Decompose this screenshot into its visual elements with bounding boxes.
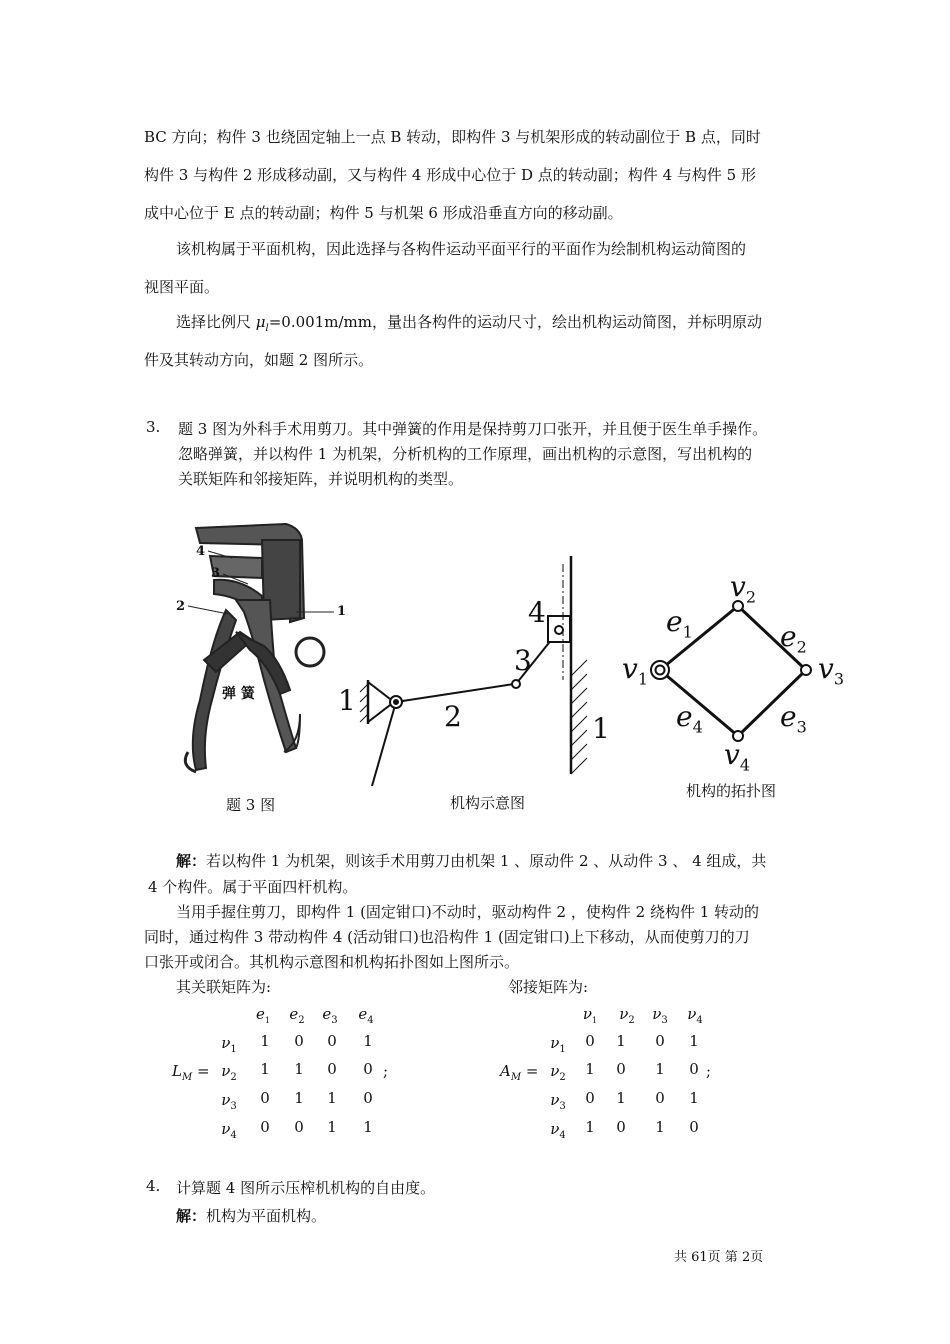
- para3-prefix: 选择比例尺: [176, 313, 256, 331]
- adj-cell: 1: [616, 1089, 626, 1107]
- para3-line2: 件及其转动方向，如题 2 图所示。: [144, 351, 374, 369]
- topo-label-v2: $v_2$: [730, 570, 757, 607]
- q4-number: 4.: [146, 1177, 161, 1195]
- para2-line2: 视图平面。: [144, 278, 220, 296]
- inc-cell: 0: [294, 1118, 304, 1136]
- solution-line1-text: 若以构件 1 为机架，则该手术用剪刀由机架 1 、原动件 2 、从动件 3 、 4 组成，共: [206, 852, 767, 870]
- topo-label-e4: $e_4$: [676, 700, 703, 737]
- joint-2-3: [512, 680, 520, 688]
- adj-cell: 0: [585, 1089, 595, 1107]
- inc-cell: 0: [260, 1118, 270, 1136]
- schematic-label-3: 3: [514, 644, 532, 677]
- inc-cell: 1: [260, 1060, 270, 1078]
- q3-line3: 关联矩阵和邻接矩阵，并说明机构的类型。: [178, 470, 464, 488]
- adj-cell: 0: [655, 1089, 665, 1107]
- inc-col-e1: $e_1$: [256, 1005, 270, 1025]
- inc-lhs-letter: L: [172, 1062, 182, 1080]
- adj-cell: 1: [585, 1060, 595, 1078]
- adj-cell: 0: [585, 1032, 595, 1050]
- work-line1: 当用手握住剪刀，即构件 1 (固定钳口)不动时，驱动构件 2 ，使构件 2 绕构件 1 转动的: [176, 903, 760, 921]
- mechanism-schematic: [360, 556, 587, 786]
- adj-col-v4: $\nu_4$: [687, 1005, 703, 1026]
- work-line2: 同时，通过构件 3 带动构件 4 (活动钳口)也沿构件 1 (固定钳口)上下移动，从而使剪刀的刀: [144, 928, 750, 946]
- photo-label-2: 2: [176, 599, 186, 614]
- adj-cell: 1: [655, 1118, 665, 1136]
- adj-row-v3: $\nu_3$: [550, 1091, 566, 1112]
- solution-line1: [176, 850, 766, 871]
- para1-line2: 构件 3 与构件 2 形成移动副，又与构件 4 形成中心位于 D 点的转动副；构件 4 与构件 5 形: [144, 166, 756, 184]
- adj-col-v3: $\nu_3$: [652, 1005, 668, 1026]
- adj-col-v1: $\nu_1$: [582, 1005, 598, 1025]
- topo-label-v1: $v_1$: [622, 652, 649, 689]
- inc-cell: 1: [294, 1089, 304, 1107]
- topo-label-v3: $v_3$: [818, 652, 845, 689]
- q4-solution: [176, 1205, 326, 1226]
- inc-cell: 1: [327, 1089, 337, 1107]
- inc-cell: 1: [294, 1060, 304, 1078]
- page-footer: 共 61页 第 2页: [674, 1250, 764, 1265]
- adj-cell: 1: [689, 1032, 699, 1050]
- vertex-v3: [801, 665, 811, 675]
- inc-cell: 0: [327, 1032, 337, 1050]
- adj-semicolon: ;: [706, 1062, 712, 1080]
- adj-lhs-sub: M: [510, 1072, 522, 1083]
- para1-line1: BC 方向；构件 3 也绕固定轴上一点 B 转动，即构件 3 与机架形成的转动副位于 B 点，同时: [144, 128, 761, 146]
- adjacency-title: 邻接矩阵为:: [508, 978, 589, 996]
- inc-cell: 1: [363, 1032, 373, 1050]
- photo-label-4: 4: [196, 544, 206, 559]
- adj-cell: 1: [689, 1089, 699, 1107]
- inc-cell: 1: [363, 1118, 373, 1136]
- schematic-label-2: 2: [444, 700, 462, 733]
- solution-label: 解：: [176, 852, 207, 870]
- adj-lhs-letter: A: [500, 1062, 511, 1080]
- adj-col-v2: $\nu_2$: [619, 1005, 635, 1026]
- inc-cell: 1: [260, 1032, 270, 1050]
- inc-row-v4: $\nu_4$: [221, 1120, 237, 1141]
- inc-col-e2: $e_2$: [289, 1005, 305, 1026]
- adj-lhs: $A_M$ =: [500, 1062, 539, 1083]
- scissors-photo: [185, 524, 334, 772]
- q3-number: 3.: [146, 418, 161, 436]
- mu-subscript: l: [265, 323, 269, 334]
- topo-label-v4: $v_4$: [724, 738, 751, 775]
- inc-lhs-sub: M: [181, 1072, 193, 1083]
- q3-line1: 题 3 图为外科手术用剪刀。其中弹簧的作用是保持剪刀口张开，并且便于医生单手操作。: [178, 420, 768, 438]
- topo-caption: 机构的拓扑图: [686, 782, 777, 800]
- para1-line3: 成中心位于 E 点的转动副；构件 5 与机架 6 形成沿垂直方向的移动副。: [144, 204, 623, 222]
- adj-cell: 0: [616, 1060, 626, 1078]
- topo-label-e3: $e_3$: [780, 700, 807, 737]
- photo-caption: 题 3 图: [226, 796, 276, 814]
- adj-cell: 0: [689, 1060, 699, 1078]
- q4-solution-label: 解：: [176, 1207, 207, 1225]
- topo-label-e2: $e_2$: [780, 620, 807, 657]
- adj-row-v2: $\nu_2$: [550, 1062, 566, 1083]
- inc-row-v2: $\nu_2$: [221, 1062, 237, 1083]
- incidence-title: 其关联矩阵为:: [176, 978, 272, 996]
- topo-label-e1: $e_1$: [666, 605, 693, 642]
- photo-label-3: 3: [211, 566, 221, 581]
- para2-line1: 该机构属于平面机构，因此选择与各构件运动平面平行的平面作为绘制机构运动简图的: [176, 240, 747, 258]
- schematic-label-1-right: 1: [592, 712, 610, 745]
- schematic-caption: 机构示意图: [450, 794, 526, 812]
- adj-row-v4: $\nu_4$: [550, 1120, 566, 1141]
- inc-cell: 0: [327, 1060, 337, 1078]
- inc-semicolon: ;: [383, 1062, 389, 1080]
- inc-row-v3: $\nu_3$: [221, 1091, 237, 1112]
- mu-symbol: μ: [255, 313, 266, 331]
- q4-solution-text: 机构为平面机构。: [206, 1207, 327, 1225]
- adj-cell: 0: [655, 1032, 665, 1050]
- inc-cell: 0: [363, 1089, 373, 1107]
- inc-cell: 1: [327, 1118, 337, 1136]
- q4-text: 计算题 4 图所示压榨机机构的自由度。: [176, 1179, 436, 1197]
- adj-cell: 1: [616, 1032, 626, 1050]
- para3-suffix: =0.001m/mm，量出各构件的运动尺寸，绘出机构运动简图，并标明原动: [268, 313, 762, 331]
- adj-cell: 1: [585, 1118, 595, 1136]
- inc-cell: 0: [363, 1060, 373, 1078]
- q3-line2: 忽略弹簧，并以构件 1 为机架，分析机构的工作原理，画出机构的示意图，写出机构的: [178, 445, 753, 463]
- photo-label-1: 1: [337, 604, 347, 619]
- adj-cell: 1: [655, 1060, 665, 1078]
- photo-label-spring: 弹 簧: [222, 683, 255, 703]
- inc-col-e3: $e_3$: [322, 1005, 338, 1026]
- inc-lhs: $L_M$ =: [172, 1062, 210, 1083]
- adj-cell: 0: [689, 1118, 699, 1136]
- schematic-label-1-left: 1: [338, 684, 356, 717]
- inc-row-v1: $\nu_1$: [221, 1034, 237, 1055]
- inc-col-e4: $e_4$: [358, 1005, 374, 1026]
- work-line3: 口张开或闭合。其机构示意图和机构拓扑图如上图所示。: [144, 953, 520, 971]
- link-2-handle: [372, 702, 396, 786]
- adj-cell: 0: [616, 1118, 626, 1136]
- adj-row-v1: $\nu_1$: [550, 1034, 566, 1055]
- inc-cell: 0: [260, 1089, 270, 1107]
- inc-cell: 0: [294, 1032, 304, 1050]
- solution-line2: 4 个构件。属于平面四杆机构。: [148, 878, 358, 896]
- schematic-label-4: 4: [528, 596, 546, 629]
